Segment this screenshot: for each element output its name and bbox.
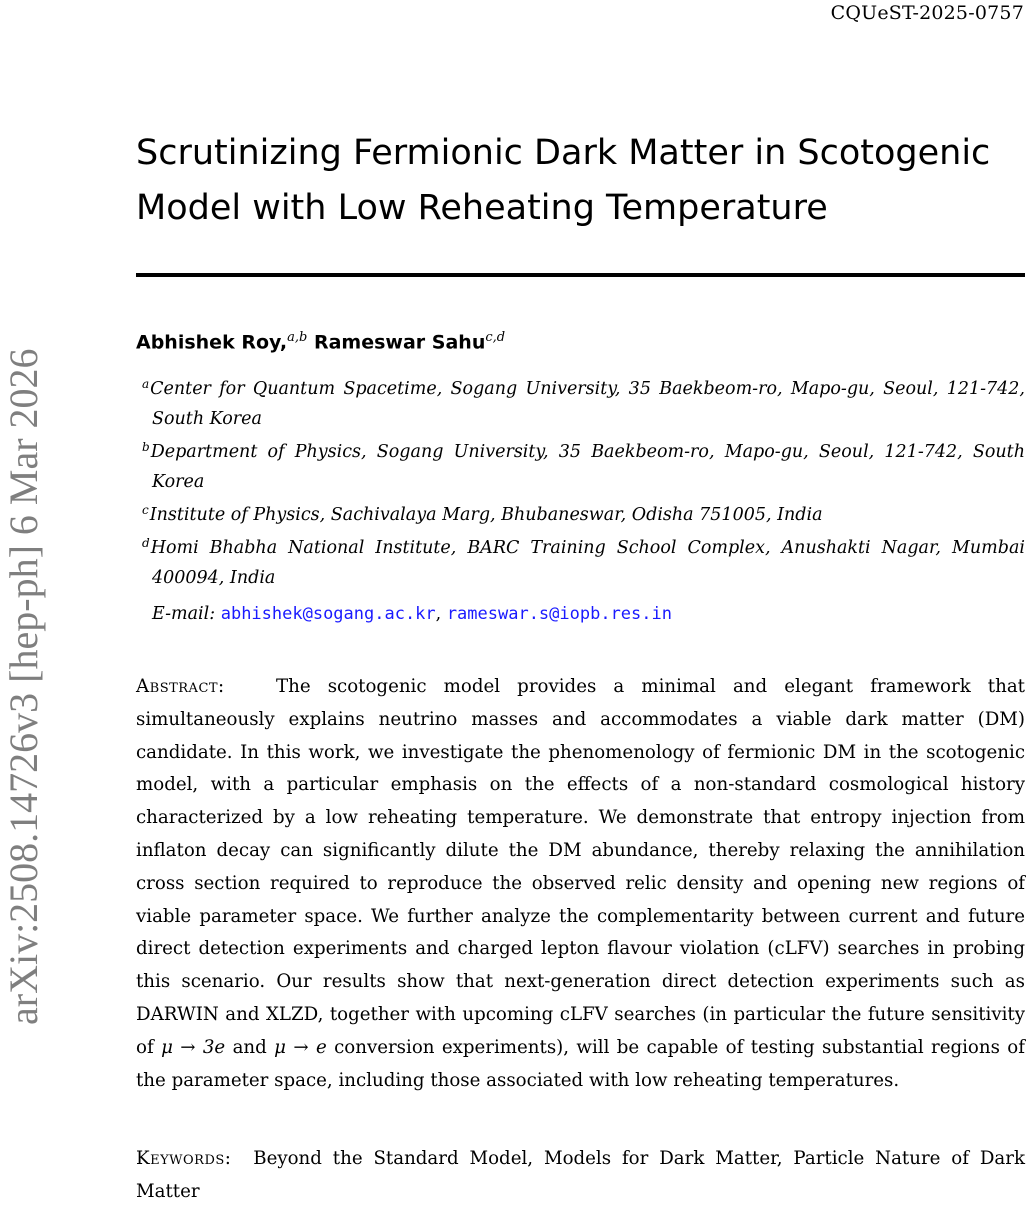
affiliation-c bbox=[142, 495, 1025, 530]
email-link-sahu[interactable]: rameswar.s@iopb.res.in bbox=[446, 604, 672, 624]
affiliation-text: Homi Bhabha National Institute, BARC Training School Complex, Anushakti Nagar, Mumbai bbox=[150, 538, 1025, 558]
report-number: CQUeST-2025-0757 bbox=[830, 2, 1024, 24]
email-separator: , bbox=[435, 604, 442, 624]
affiliation-a bbox=[142, 369, 1025, 434]
affiliation-tag: d bbox=[142, 536, 150, 550]
affiliation-text: Center for Quantum Spacetime, Sogang University, 35 Baekbeom-ro, Mapo-gu, Seoul, 121-742, bbox=[150, 379, 1025, 399]
email-link-roy[interactable]: abhishek@sogang.ac.kr bbox=[220, 604, 436, 624]
abstract-math-mu-e: μ → e bbox=[274, 1036, 327, 1058]
paper-title: Scrutinizing Fermionic Dark Matter in Scotogenic Model with Low Reheating Temperature bbox=[136, 133, 991, 228]
author-name: Abhishek Roy, bbox=[136, 331, 288, 354]
abstract-text: and bbox=[232, 1036, 267, 1058]
abstract-text: conversion experiments), will be capable of testing substantial regions of the parameter space, including those associated with low reheating temperatures. bbox=[136, 1036, 1025, 1091]
abstract-math-mu-3e: μ → 3e bbox=[161, 1036, 226, 1058]
email-label: E-mail: bbox=[152, 604, 216, 624]
author-name: Rameswar Sahu bbox=[313, 331, 486, 354]
affiliation-tag: a bbox=[142, 377, 150, 391]
affiliation-b bbox=[142, 432, 1025, 497]
affiliation-text: Institute of Physics, Sachivalaya Marg, Bhubaneswar, Odisha 751005, India bbox=[149, 505, 823, 525]
affiliation-text-continued: 400094, India bbox=[152, 568, 276, 588]
affiliation-tag: b bbox=[142, 440, 150, 454]
abstract bbox=[136, 671, 1025, 1097]
arxiv-identifier-stamp: arXiv:2508.14726v3 [hep-ph] 6 Mar 2026 bbox=[1, 348, 46, 1025]
abstract-label: Abstract: bbox=[136, 676, 225, 697]
keywords-text: Beyond the Standard Model, Models for Dark Matter, Particle Nature of Dark Matter bbox=[136, 1148, 1025, 1202]
title-divider bbox=[136, 273, 1025, 277]
author-list bbox=[136, 330, 505, 353]
affiliation-d bbox=[142, 528, 1025, 593]
author-affiliation-marker: a,b bbox=[287, 330, 308, 345]
email-line bbox=[152, 604, 672, 624]
author-affiliation-marker: c,d bbox=[485, 330, 506, 345]
affiliation-text: Department of Physics, Sogang University, 35 Baekbeom-ro, Mapo-gu, Seoul, 121-742, South bbox=[150, 442, 1025, 462]
affiliation-text-continued: Korea bbox=[152, 472, 205, 492]
affiliation-text-continued: South Korea bbox=[152, 409, 262, 429]
keywords bbox=[136, 1143, 1025, 1209]
affiliation-tag: c bbox=[142, 503, 149, 517]
keywords-label: Keywords: bbox=[136, 1148, 232, 1169]
abstract-text: The scotogenic model provides a minimal and elegant framework that simultaneously explains neutrino masses and accommodates a viable dark matter (DM) candidate. In this work, we investigate the phenomenology of fermionic DM in the scotogenic model, with a particular emphasis on the effects of a non-standard cosmological history characterized by a low reheating temperature. We demonstrate that entropy injection from inflaton decay can significantly dilute the DM abundance, thereby relaxing the annihilation cross section required to reproduce the observed relic density and opening new regions of viable parameter space. We further analyze the complementarity between current and future direct detection experiments and charged lepton flavour violation (cLFV) searches in probing this scenario. Our results show that next-generation direct detection experiments such as DARWIN and XLZD, together with upcoming cLFV searches (in particular the future sensitivity of bbox=[136, 676, 1025, 1058]
